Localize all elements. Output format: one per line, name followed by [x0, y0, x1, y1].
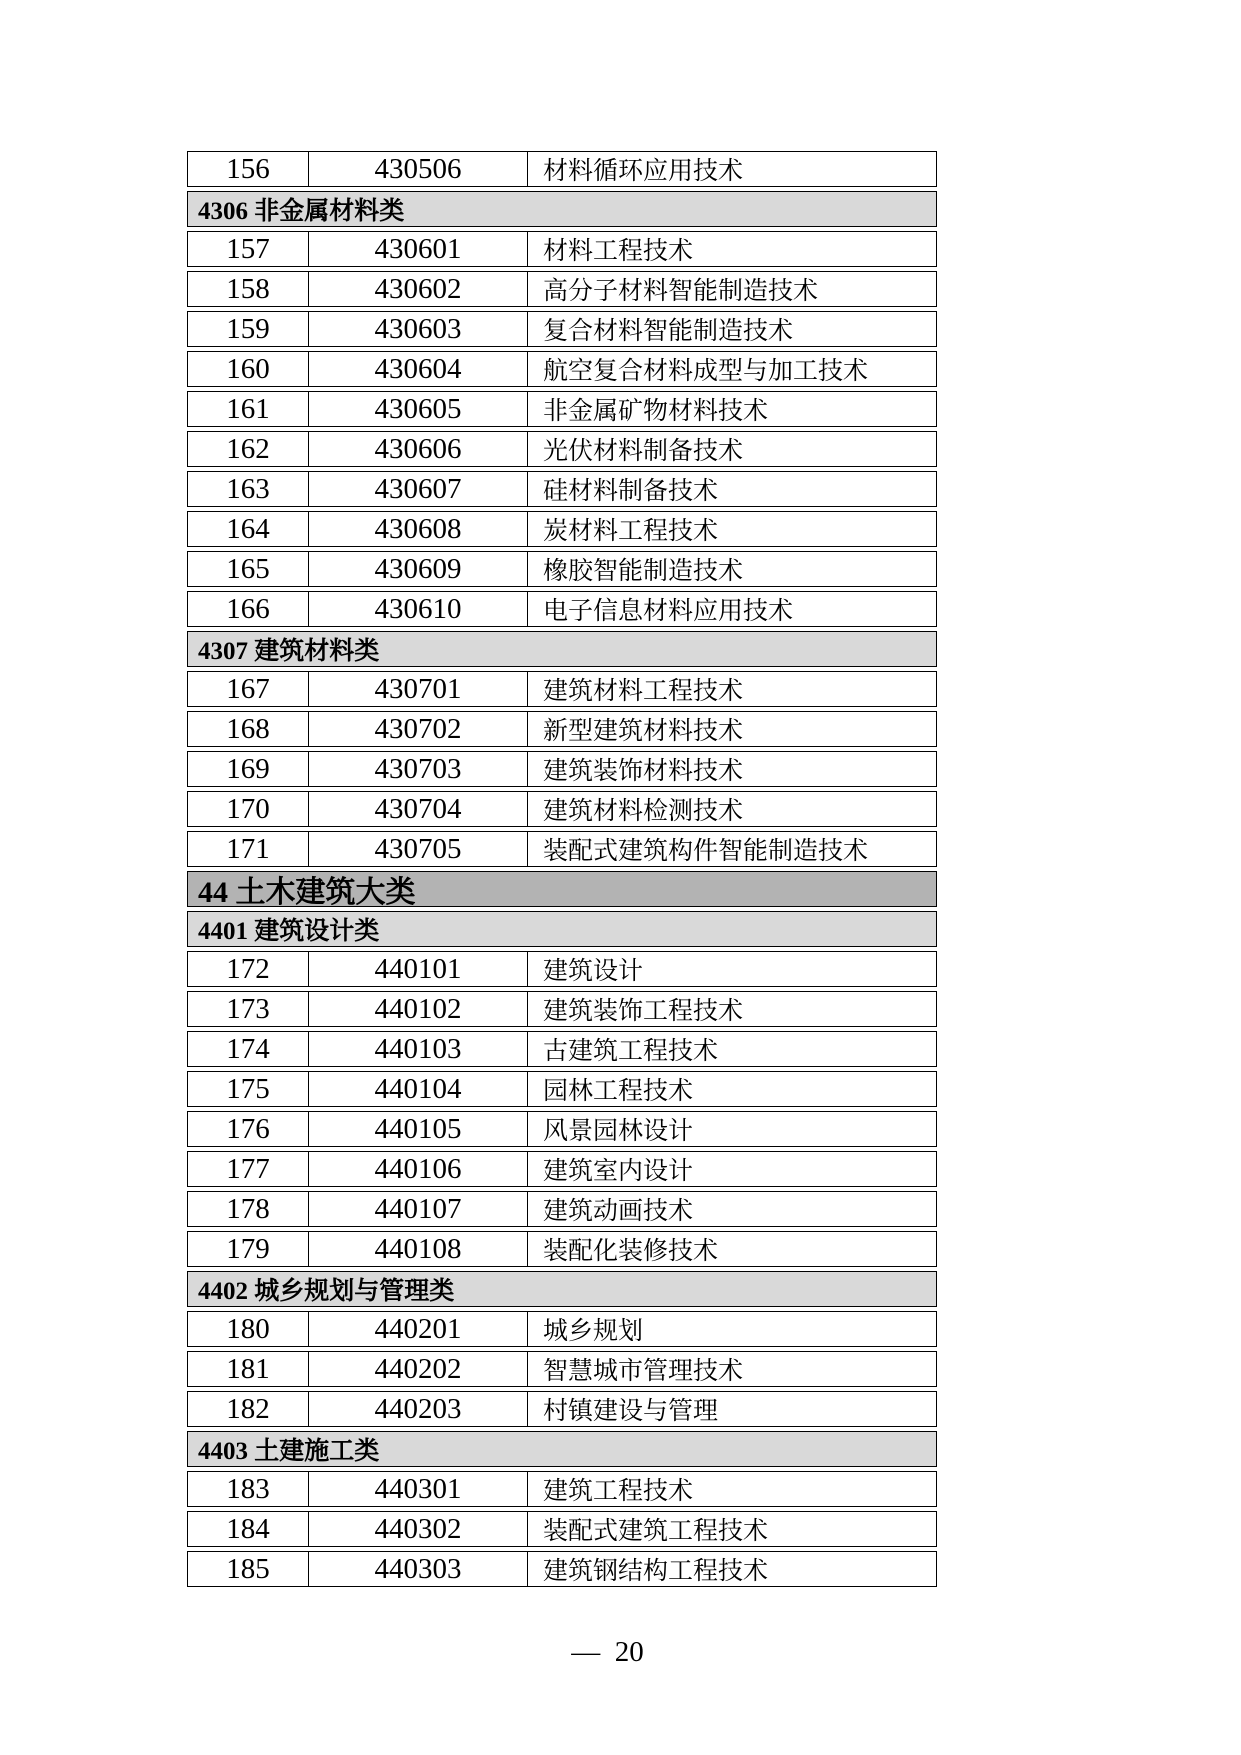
seq-cell: 182 — [187, 1391, 309, 1427]
code-cell: 440301 — [309, 1471, 528, 1507]
seq-cell: 170 — [187, 791, 309, 827]
seq-cell: 165 — [187, 551, 309, 587]
name-cell: 建筑材料工程技术 — [528, 671, 937, 707]
seq-cell: 171 — [187, 831, 309, 867]
table-row — [187, 511, 937, 547]
name-cell: 建筑装饰材料技术 — [528, 751, 937, 787]
seq-cell: 183 — [187, 1471, 309, 1507]
name-cell: 建筑动画技术 — [528, 1191, 937, 1227]
name-cell: 非金属矿物材料技术 — [528, 391, 937, 427]
code-cell: 440303 — [309, 1551, 528, 1587]
seq-cell: 178 — [187, 1191, 309, 1227]
seq-cell: 168 — [187, 711, 309, 747]
table-row — [187, 751, 937, 787]
table-row — [187, 1071, 937, 1107]
table-row — [187, 1551, 937, 1587]
table-row — [187, 951, 937, 987]
name-cell: 硅材料制备技术 — [528, 471, 937, 507]
name-cell: 材料循环应用技术 — [528, 151, 937, 187]
code-cell: 440102 — [309, 991, 528, 1027]
name-cell: 橡胶智能制造技术 — [528, 551, 937, 587]
seq-cell: 184 — [187, 1511, 309, 1547]
category-header: 4402 城乡规划与管理类 — [187, 1271, 937, 1307]
seq-cell: 160 — [187, 351, 309, 387]
specialty-table — [187, 151, 937, 1587]
table-row — [187, 591, 937, 627]
major-category-header: 44 土木建筑大类 — [187, 871, 937, 907]
name-cell: 建筑钢结构工程技术 — [528, 1551, 937, 1587]
name-cell: 装配化装修技术 — [528, 1231, 937, 1267]
code-cell: 430601 — [309, 231, 528, 267]
name-cell: 高分子材料智能制造技术 — [528, 271, 937, 307]
code-cell: 440105 — [309, 1111, 528, 1147]
table-row — [187, 1231, 937, 1267]
code-cell: 440108 — [309, 1231, 528, 1267]
code-cell: 430607 — [309, 471, 528, 507]
name-cell: 复合材料智能制造技术 — [528, 311, 937, 347]
name-cell: 建筑工程技术 — [528, 1471, 937, 1507]
code-cell: 430609 — [309, 551, 528, 587]
table-row — [187, 1031, 937, 1067]
name-cell: 材料工程技术 — [528, 231, 937, 267]
seq-cell: 172 — [187, 951, 309, 987]
seq-cell: 158 — [187, 271, 309, 307]
seq-cell: 163 — [187, 471, 309, 507]
table-row — [187, 1471, 937, 1507]
seq-cell: 179 — [187, 1231, 309, 1267]
seq-cell: 156 — [187, 151, 309, 187]
name-cell: 建筑装饰工程技术 — [528, 991, 937, 1027]
code-cell: 440103 — [309, 1031, 528, 1067]
name-cell: 风景园林设计 — [528, 1111, 937, 1147]
category-header: 4401 建筑设计类 — [187, 911, 937, 947]
table-row — [187, 1151, 937, 1187]
name-cell: 古建筑工程技术 — [528, 1031, 937, 1067]
code-cell: 440202 — [309, 1351, 528, 1387]
code-cell: 430603 — [309, 311, 528, 347]
code-cell: 430704 — [309, 791, 528, 827]
code-cell: 430610 — [309, 591, 528, 627]
name-cell: 装配式建筑工程技术 — [528, 1511, 937, 1547]
code-cell: 440101 — [309, 951, 528, 987]
seq-cell: 174 — [187, 1031, 309, 1067]
seq-cell: 176 — [187, 1111, 309, 1147]
table-row — [187, 391, 937, 427]
name-cell: 炭材料工程技术 — [528, 511, 937, 547]
code-cell: 430606 — [309, 431, 528, 467]
table-row — [187, 471, 937, 507]
seq-cell: 159 — [187, 311, 309, 347]
category-header: 4307 建筑材料类 — [187, 631, 937, 667]
code-cell: 440203 — [309, 1391, 528, 1427]
name-cell: 装配式建筑构件智能制造技术 — [528, 831, 937, 867]
table-row — [187, 711, 937, 747]
table-row — [187, 431, 937, 467]
name-cell: 建筑室内设计 — [528, 1151, 937, 1187]
seq-cell: 180 — [187, 1311, 309, 1347]
code-cell: 440201 — [309, 1311, 528, 1347]
code-cell: 440302 — [309, 1511, 528, 1547]
seq-cell: 169 — [187, 751, 309, 787]
code-cell: 430605 — [309, 391, 528, 427]
category-header: 4403 土建施工类 — [187, 1431, 937, 1467]
table-row — [187, 1191, 937, 1227]
code-cell: 430608 — [309, 511, 528, 547]
code-cell: 430702 — [309, 711, 528, 747]
table-row — [187, 791, 937, 827]
name-cell: 城乡规划 — [528, 1311, 937, 1347]
seq-cell: 161 — [187, 391, 309, 427]
code-cell: 430701 — [309, 671, 528, 707]
table-row — [187, 231, 937, 267]
table-row — [187, 1111, 937, 1147]
code-cell: 440104 — [309, 1071, 528, 1107]
name-cell: 园林工程技术 — [528, 1071, 937, 1107]
seq-cell: 162 — [187, 431, 309, 467]
code-cell: 430703 — [309, 751, 528, 787]
table-row — [187, 1351, 937, 1387]
table-row — [187, 831, 937, 867]
category-header: 4306 非金属材料类 — [187, 191, 937, 227]
table-row — [187, 551, 937, 587]
table-row — [187, 1311, 937, 1347]
table-row — [187, 351, 937, 387]
seq-cell: 175 — [187, 1071, 309, 1107]
code-cell: 440107 — [309, 1191, 528, 1227]
name-cell: 建筑设计 — [528, 951, 937, 987]
table-row — [187, 1511, 937, 1547]
name-cell: 电子信息材料应用技术 — [528, 591, 937, 627]
code-cell: 430602 — [309, 271, 528, 307]
table-row — [187, 1391, 937, 1427]
code-cell: 430506 — [309, 151, 528, 187]
table-row — [187, 671, 937, 707]
seq-cell: 166 — [187, 591, 309, 627]
seq-cell: 181 — [187, 1351, 309, 1387]
seq-cell: 173 — [187, 991, 309, 1027]
code-cell: 430604 — [309, 351, 528, 387]
seq-cell: 167 — [187, 671, 309, 707]
seq-cell: 177 — [187, 1151, 309, 1187]
code-cell: 440106 — [309, 1151, 528, 1187]
code-cell: 430705 — [309, 831, 528, 867]
seq-cell: 157 — [187, 231, 309, 267]
name-cell: 智慧城市管理技术 — [528, 1351, 937, 1387]
name-cell: 新型建筑材料技术 — [528, 711, 937, 747]
table-row — [187, 151, 937, 187]
seq-cell: 164 — [187, 511, 309, 547]
table-row — [187, 991, 937, 1027]
table-row — [187, 311, 937, 347]
name-cell: 建筑材料检测技术 — [528, 791, 937, 827]
page-number: — 20 — [571, 1636, 644, 1668]
seq-cell: 185 — [187, 1551, 309, 1587]
name-cell: 村镇建设与管理 — [528, 1391, 937, 1427]
name-cell: 光伏材料制备技术 — [528, 431, 937, 467]
name-cell: 航空复合材料成型与加工技术 — [528, 351, 937, 387]
table-row — [187, 271, 937, 307]
